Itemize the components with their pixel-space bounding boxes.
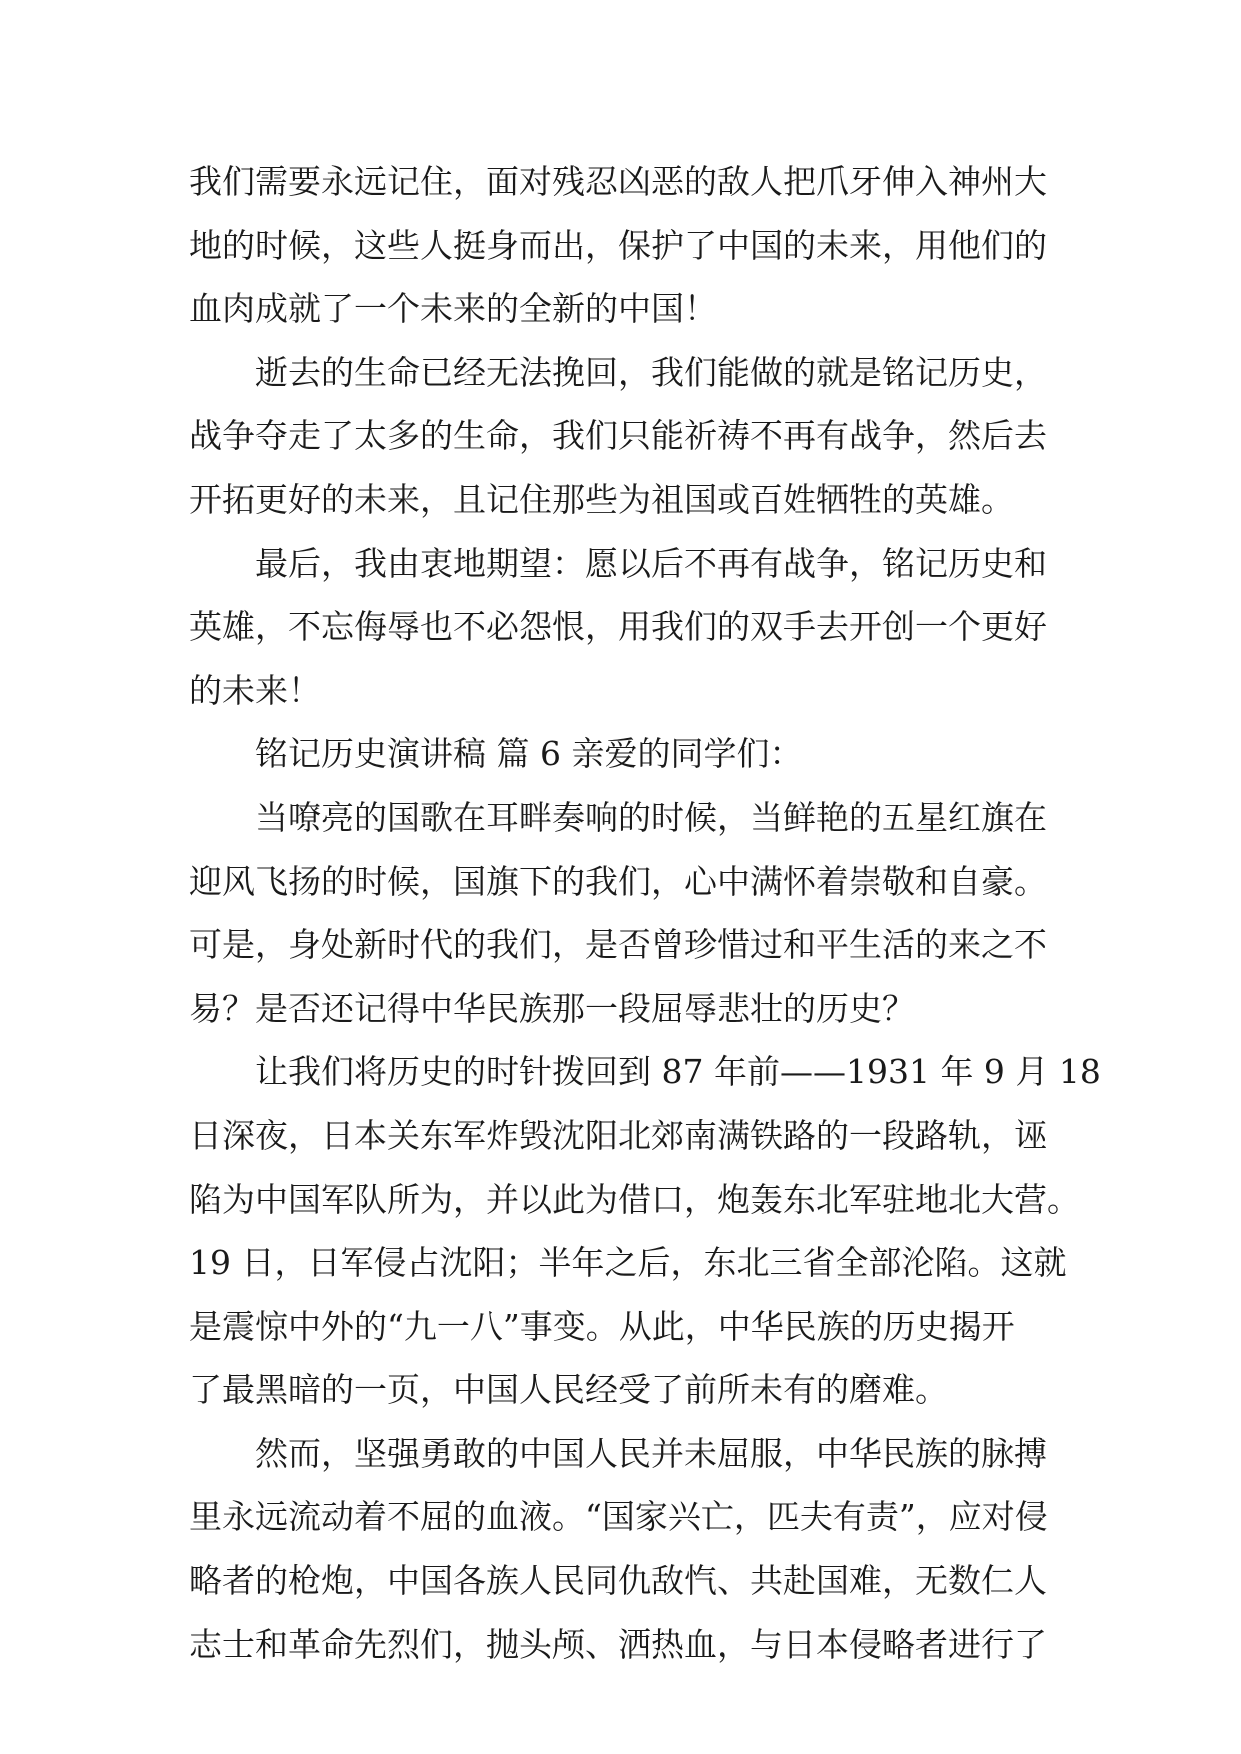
- paragraph-first-line: 最后，我由衷地期望：愿以后不再有战争，铭记历史和: [255, 543, 1047, 583]
- text-line: 可是，身处新时代的我们，是否曾珍惜过和平生活的来之不: [189, 925, 1047, 965]
- text-line: 易？是否还记得中华民族那一段屈辱悲壮的历史？: [189, 988, 915, 1028]
- paragraph-first-line: 让我们将历史的时针拨回到 87 年前——1931 年 9 月 18: [255, 1052, 1101, 1092]
- text-line: 志士和革命先烈们，抛头颅、洒热血，与日本侵略者进行了: [189, 1624, 1047, 1664]
- text-line: 里永远流动着不屈的血液。“国家兴亡，匹夫有责”，应对侵: [189, 1497, 1048, 1537]
- text-line: 血肉成就了一个未来的全新的中国！: [189, 289, 717, 329]
- text-line: 了最黑暗的一页，中国人民经受了前所未有的磨难。: [189, 1370, 948, 1410]
- text-line: 略者的枪炮，中国各族人民同仇敌忾、共赴国难，无数仁人: [189, 1561, 1047, 1601]
- section-heading: 铭记历史演讲稿 篇 6 亲爱的同学们：: [255, 734, 803, 774]
- text-line: 19 日，日军侵占沈阳；半年之后，东北三省全部沦陷。这就: [189, 1243, 1067, 1283]
- text-line: 战争夺走了太多的生命，我们只能祈祷不再有战争，然后去: [189, 416, 1047, 456]
- text-line: 陷为中国军队所为，并以此为借口，炮轰东北军驻地北大营。: [189, 1179, 1080, 1219]
- text-line: 是震惊中外的“九一八”事变。从此，中华民族的历史揭开: [189, 1306, 1015, 1346]
- text-line: 英雄，不忘侮辱也不必怨恨，用我们的双手去开创一个更好: [189, 607, 1047, 647]
- document-body: [189, 150, 1101, 1676]
- text-line: 开拓更好的未来，且记住那些为祖国或百姓牺牲的英雄。: [189, 479, 1014, 519]
- text-line: 地的时候，这些人挺身而出，保护了中国的未来，用他们的: [189, 225, 1047, 265]
- paragraph-first-line: 然而，坚强勇敢的中国人民并未屈服，中华民族的脉搏: [255, 1433, 1047, 1473]
- text-line: 日深夜，日本关东军炸毁沈阳北郊南满铁路的一段路轨，诬: [189, 1115, 1047, 1155]
- text-line: 的未来！: [189, 670, 321, 710]
- text-line: 迎风飞扬的时候，国旗下的我们，心中满怀着崇敬和自豪。: [189, 861, 1047, 901]
- paragraph-first-line: 当嘹亮的国歌在耳畔奏响的时候，当鲜艳的五星红旗在: [255, 797, 1047, 837]
- paragraph-first-line: 逝去的生命已经无法挽回，我们能做的就是铭记历史，: [255, 352, 1047, 392]
- text-line: 我们需要永远记住，面对残忍凶恶的敌人把爪牙伸入神州大: [189, 162, 1047, 201]
